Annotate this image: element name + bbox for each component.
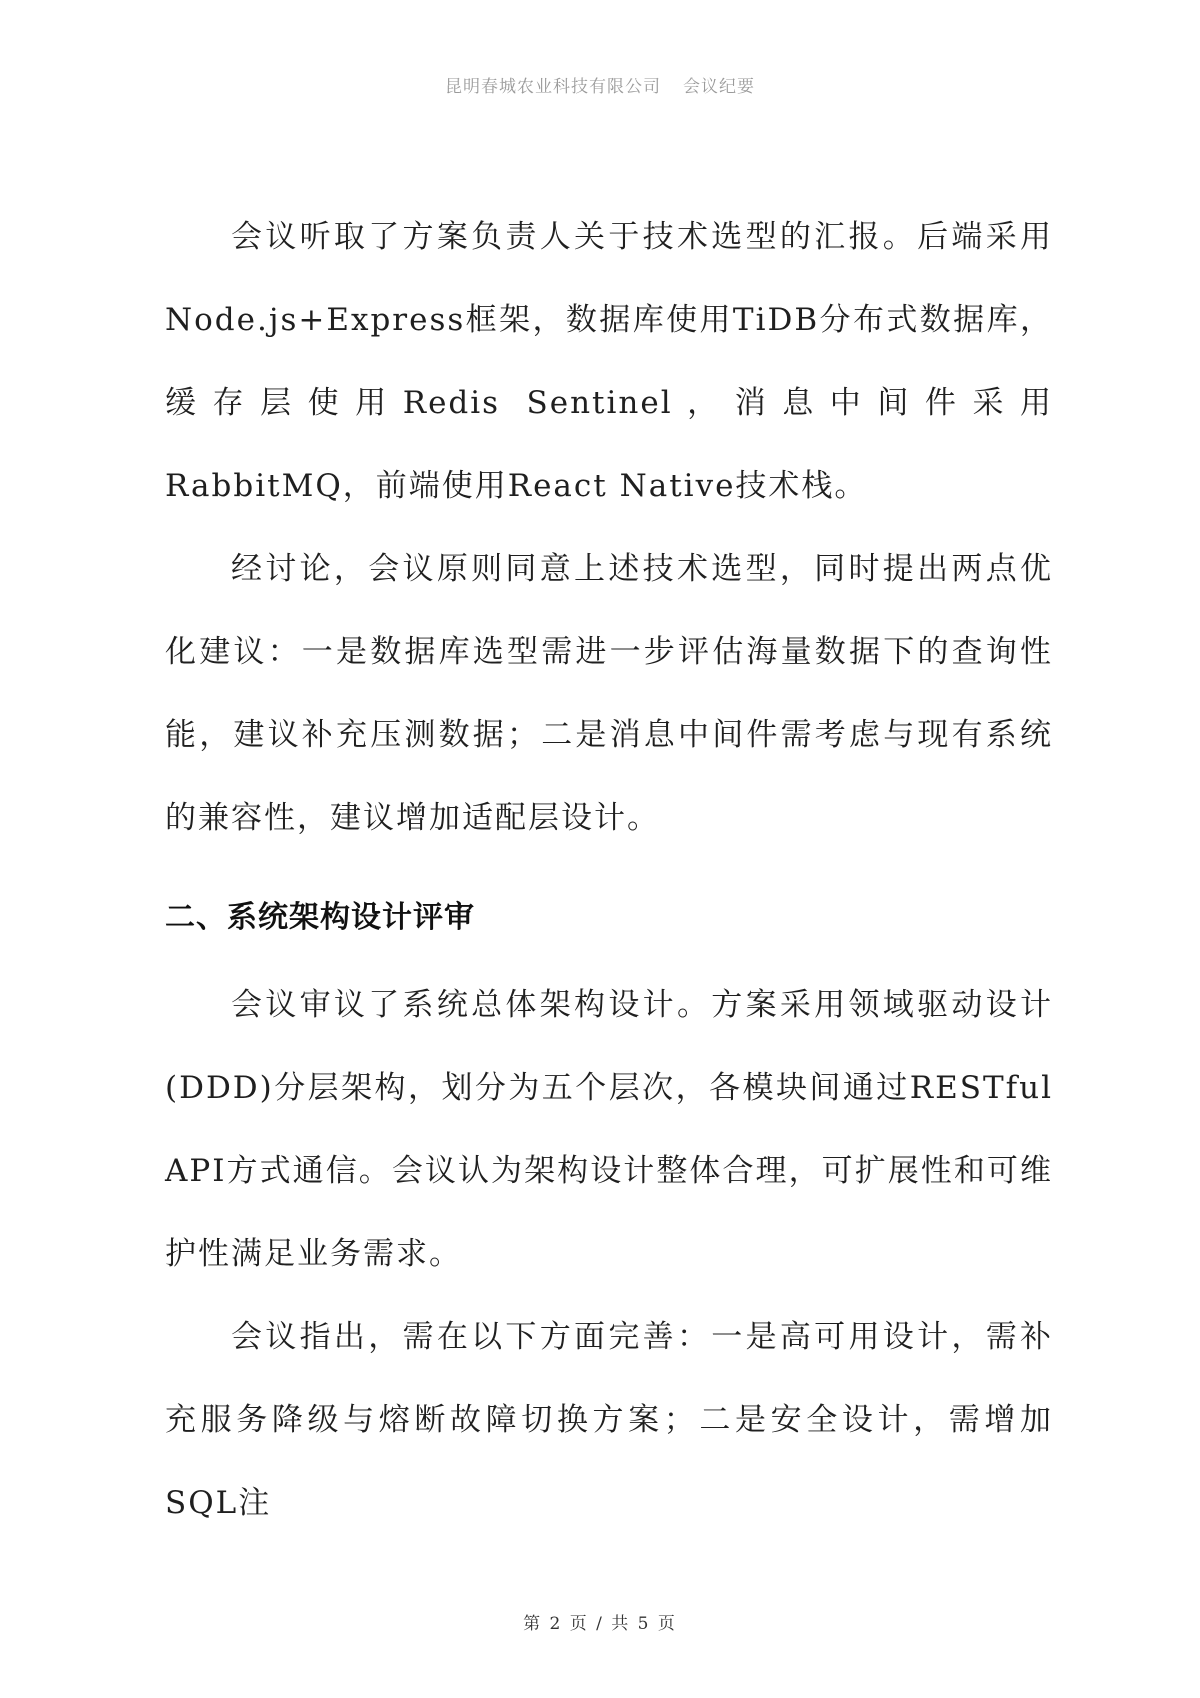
running-header — [0, 72, 1200, 97]
header-company: 昆明春城农业科技有限公司 — [445, 77, 661, 97]
paragraph-tech-suggestions: 经讨论，会议原则同意上述技术选型，同时提出两点优化建议：一是数据库选型需进一步评估海量数据下的查询性能，建议补充压测数据；二是消息中间件需考虑与现有系统的兼容性，建议增加适配层设计。 — [165, 551, 1053, 836]
paragraph-architecture-review: 会议审议了系统总体架构设计。方案采用领域驱动设计(DDD)分层架构，划分为五个层次，各模块间通过RESTful API方式通信。会议认为架构设计整体合理，可扩展性和可维护性满足业务需求。 — [165, 987, 1053, 1272]
header-doc-type: 会议纪要 — [683, 77, 755, 97]
paragraph-tech-selection: 会议听取了方案负责人关于技术选型的汇报。后端采用Node.js+Express框架，数据库使用TiDB分布式数据库，缓存层使用Redis Sentinel，消息中间件采用RabbitMQ，前端使用React Native技术栈。 — [165, 219, 1053, 504]
page-number: 第 2 页 / 共 5 页 — [523, 1614, 677, 1634]
document-body — [165, 196, 1053, 1545]
section-heading-architecture-review: 二、系统架构设计评审 — [165, 900, 475, 935]
paragraph-architecture-improvements: 会议指出，需在以下方面完善：一是高可用设计，需补充服务降级与熔断故障切换方案；二是安全设计，需增加SQL注 — [165, 1319, 1053, 1521]
